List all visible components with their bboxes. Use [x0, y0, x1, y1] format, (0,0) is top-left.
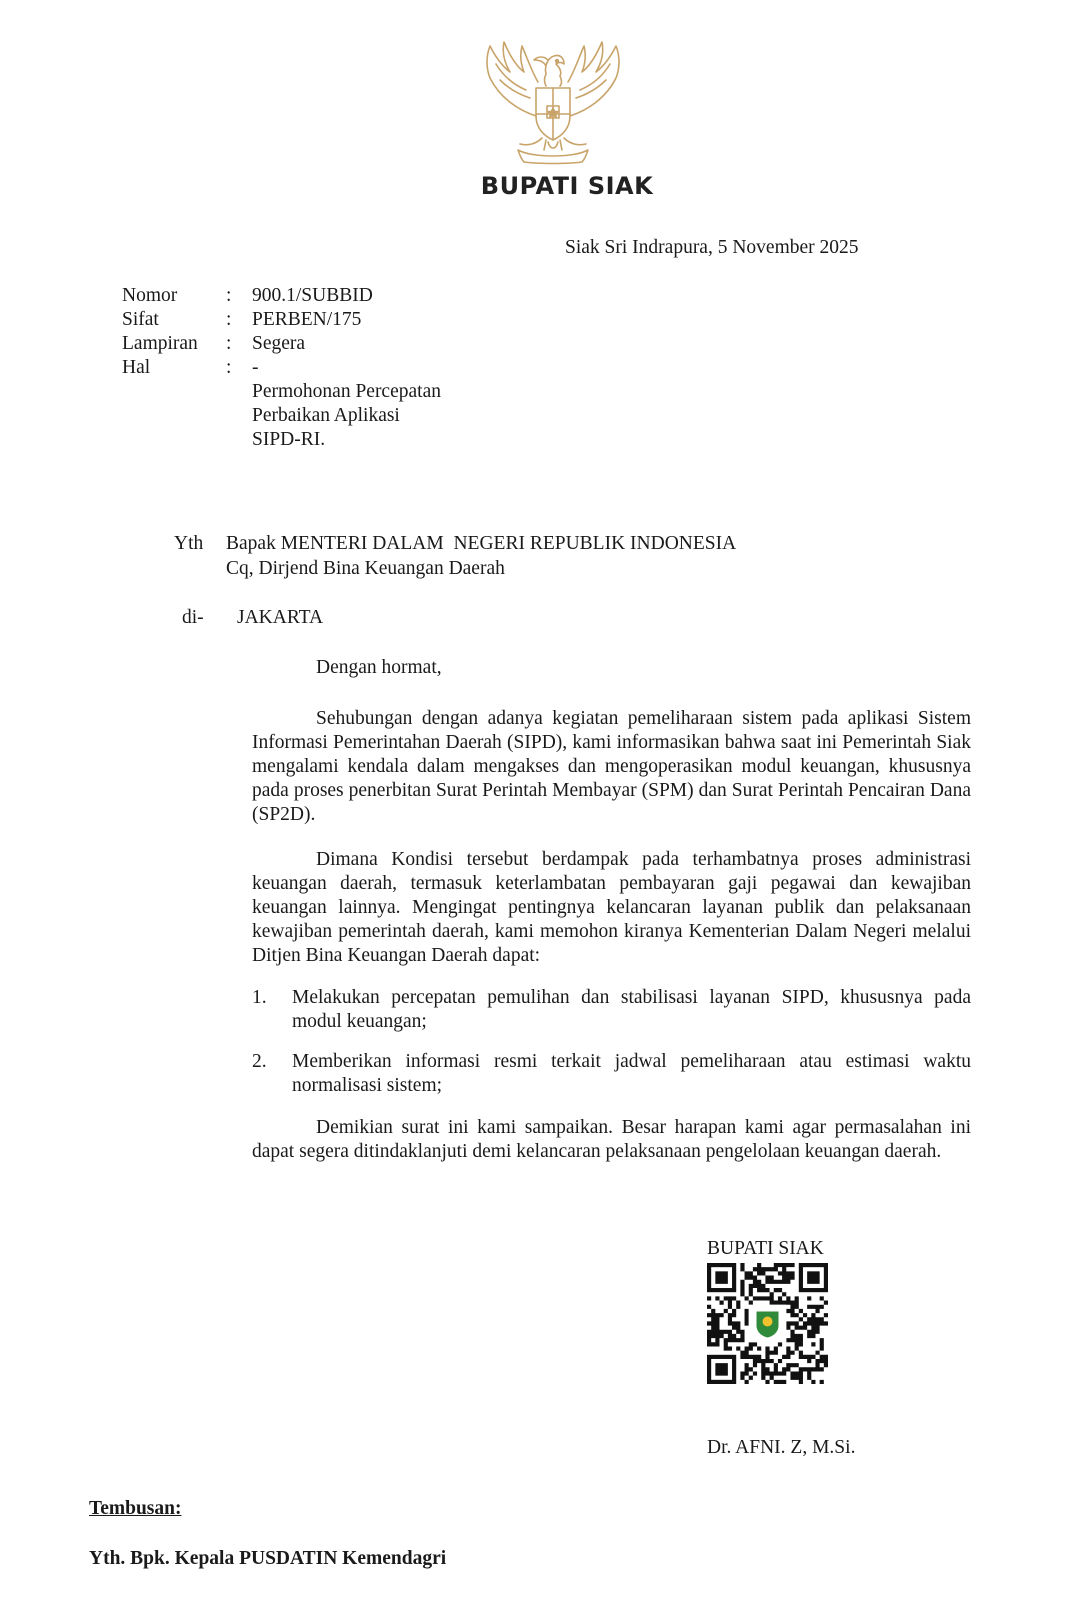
qr-code-signature-icon — [707, 1263, 828, 1384]
subject-line: Permohonan Percepatan — [252, 381, 441, 402]
meta-value-nomor: 900.1/SUBBID — [252, 285, 373, 306]
meta-value-lampiran: Segera — [252, 333, 306, 354]
subject-line: SIPD-RI. — [252, 429, 326, 450]
meta-colon: : — [226, 333, 232, 354]
recipient-yth-label: Yth — [174, 533, 204, 554]
cc-title: Tembusan: — [89, 1498, 182, 1519]
list-item-text: Melakukan percepatan pemulihan dan stabilisasi layanan SIPD, khususnya pada modul keuangan; — [292, 987, 971, 1032]
meta-colon: : — [226, 357, 232, 378]
list-item-text: Memberikan informasi resmi terkait jadwal pemeliharaan atau estimasi waktu normalisasi sistem; — [292, 1051, 971, 1096]
recipient-di-label: di- — [182, 607, 204, 628]
garuda-pancasila-emblem-icon — [478, 38, 628, 166]
cc-item: Yth. Bpk. Kepala PUSDATIN Kemendagri — [89, 1548, 447, 1569]
header-title: BUPATI SIAK — [480, 172, 654, 200]
recipient-line1: Bapak MENTERI DALAM NEGERI REPUBLIK INDONESIA — [226, 533, 737, 554]
meta-label-nomor: Nomor — [122, 285, 178, 306]
meta-value-sifat: PERBEN/175 — [252, 309, 362, 330]
qr-finder-pattern — [709, 1357, 734, 1382]
meta-value-hal: - — [252, 357, 259, 378]
qr-finder-pattern — [801, 1265, 826, 1290]
meta-colon: : — [226, 285, 232, 306]
letter-date: Siak Sri Indrapura, 5 November 2025 — [565, 237, 859, 258]
list-item-number: 1. — [252, 987, 267, 1008]
siak-regency-logo-icon — [749, 1305, 787, 1343]
list-item-number: 2. — [252, 1051, 267, 1072]
meta-label-hal: Hal — [122, 357, 151, 378]
greeting: Dengan hormat, — [316, 657, 442, 678]
body-paragraph-2: Dimana Kondisi tersebut berdampak pada terhambatnya proses administrasi keuangan daerah, termasuk keterlambatan pembayaran gaji pegawai dan kewajiban keuangan lainnya. Mengingat pentingnya kelancaran layanan publik dan pelaksanaan kewajiban pemerintah daerah, kami memohon kiranya Kementerian Dalam Negeri melalui Ditjen Bina Keuangan Daerah dapat: — [252, 849, 971, 966]
recipient-city: JAKARTA — [237, 607, 324, 628]
meta-label-sifat: Sifat — [122, 309, 159, 330]
signature-name: Dr. AFNI. Z, M.Si. — [707, 1437, 856, 1458]
meta-colon: : — [226, 309, 232, 330]
qr-finder-pattern — [709, 1265, 734, 1290]
meta-label-lampiran: Lampiran — [122, 333, 198, 354]
body-paragraph-1: Sehubungan dengan adanya kegiatan pemeliharaan sistem pada aplikasi Sistem Informasi Pemerintahan Daerah (SIPD), kami informasikan bahwa saat ini Pemerintah Siak mengalami kendala dalam mengakses dan mengoperasikan modul keuangan, khususnya pada proses penerbitan Surat Perintah Membayar (SPM) dan Surat Perintah Pencairan Dana (SP2D). — [252, 708, 971, 825]
signature-title: BUPATI SIAK — [707, 1238, 824, 1259]
subject-line: Perbaikan Aplikasi — [252, 405, 400, 426]
body-paragraph-3: Demikian surat ini kami sampaikan. Besar harapan kami agar permasalahan ini dapat segera ditindaklanjuti demi kelancaran pelaksanaan pengelolaan keuangan daerah. — [252, 1117, 971, 1162]
recipient-line2: Cq, Dirjend Bina Keuangan Daerah — [226, 558, 505, 579]
